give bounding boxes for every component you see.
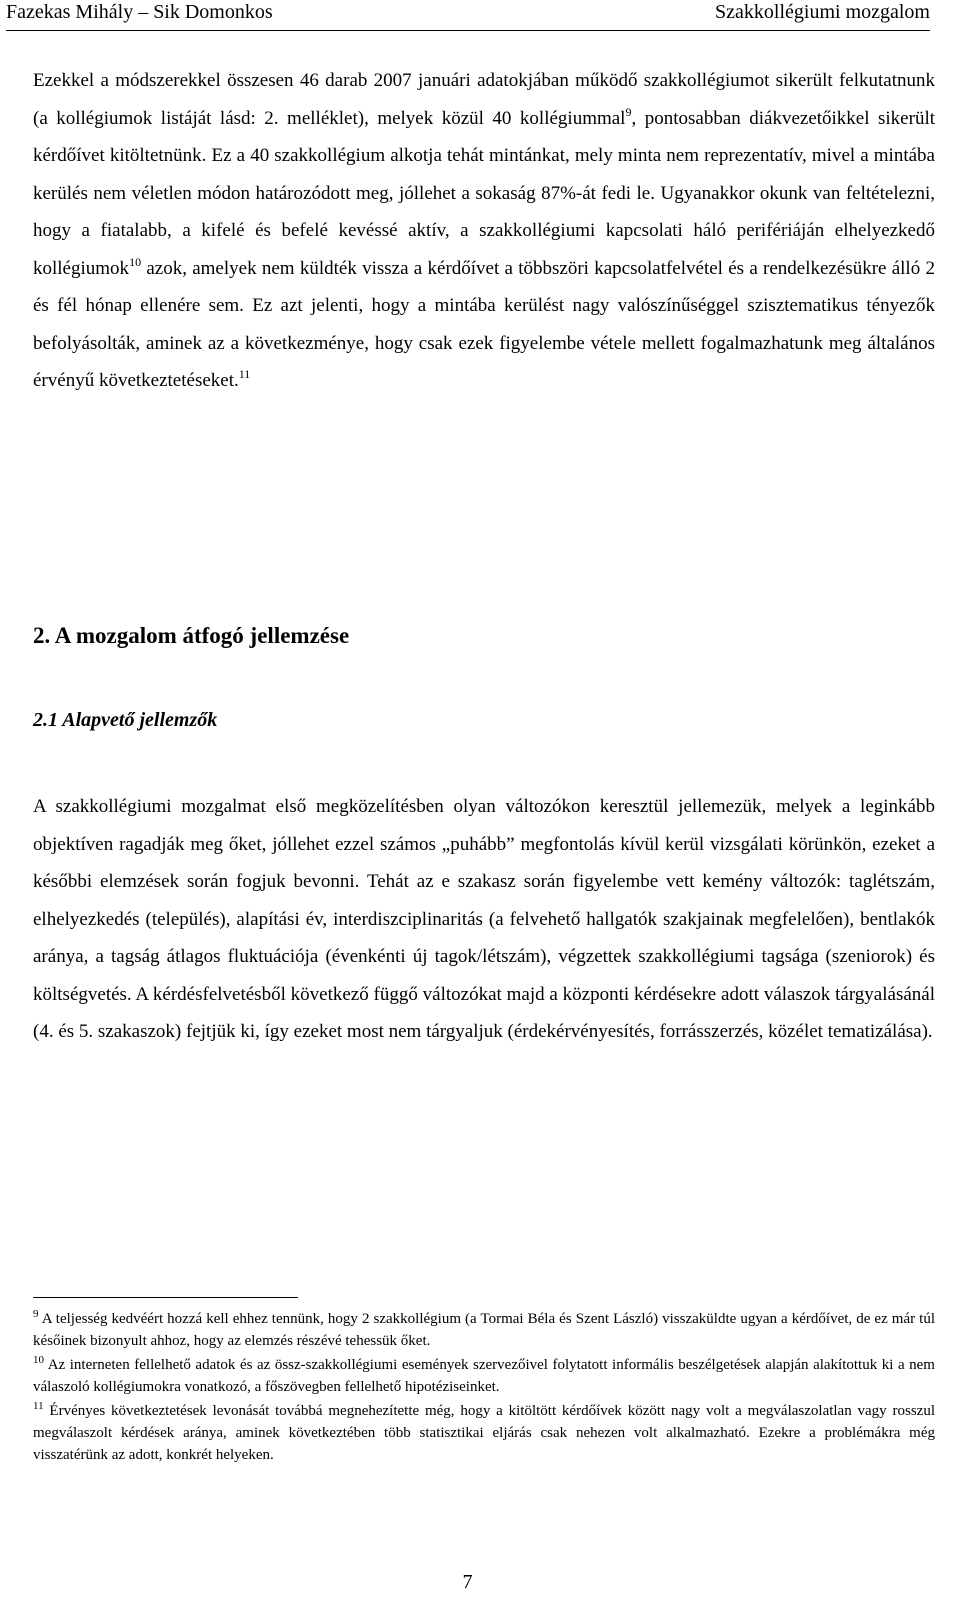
footnote-reference[interactable]: 9: [625, 104, 632, 119]
footnote-10: [33, 1354, 935, 1398]
footnote-9: [33, 1308, 935, 1352]
page-number: 7: [462, 1571, 473, 1593]
header-authors: Fazekas Mihály – Sik Domonkos: [6, 1, 273, 23]
subsection-heading: 2.1 Alapvető jellemzők: [33, 709, 218, 731]
section-heading: 2. A mozgalom átfogó jellemzése: [33, 623, 350, 648]
footnote-text: Az interneten fellelhető adatok és az össz-szakkollégiumi események szervezőivel folytatott informális beszélgetések alapján alakítottuk ki a nem válaszoló kollégiumokra vonatkozó, a főszövegben fellelhető hipotéziseinket.: [33, 1357, 935, 1395]
footnote-text: Érvényes következtetések levonását továbbá megnehezítette még, hogy a kitöltött kérdőívek között nagy volt a megválaszolatlan vagy rosszul megválaszolt kérdések aránya, aminek következtében több statisztikai eljárás csak nehezen volt alkalmazható. Ezekre a problémákra még visszatérünk az adott, konkrét helyeken.: [33, 1403, 935, 1463]
paragraph-text: , pontosabban diákvezetőikkel sikerült kérdőívet kitöltetnünk. Ez a 40 szakkollégium alkotja tehát mintánkat, mely minta nem reprezentatív, mivel a mintába kerülés nem véletlen módon határozódott meg, jóllehet a sokaság 87%-át fedi le. Ugyanakkor okunk van feltételezni, hogy a fiatalabb, a kifelé és befelé kevéssé aktív, a szakkollégiumi kapcsolati háló perifériáján elhelyezkedő kollégiumok: [33, 107, 936, 279]
running-header: [6, 0, 930, 31]
footnote-number: 9: [33, 1308, 39, 1320]
footnote-number: 11: [33, 1400, 44, 1412]
footnote-number: 10: [33, 1354, 44, 1366]
footnotes: [33, 1308, 935, 1468]
body-paragraph-1: [33, 62, 935, 400]
paragraph-text: azok, amelyek nem küldték vissza a kérdőívet a többszöri kapcsolatfelvétel és a rendelkezésükre álló 2 és fél hónap ellenére sem. Ez azt jelenti, hogy a mintába kerülést nagy valószínűséggel szisztematikus tényezők befolyásolták, aminek az a következménye, hogy csak ezek figyelembe vétele mellett fogalmazhatunk meg általános érvényű következtetéseket.: [33, 257, 935, 391]
paragraph-text: Ezekkel a módszerekkel összesen 46 darab 2007 januári adatokjában működő szakkollégiumot sikerült felkutatnunk (a kollégiumok listáját lásd: 2. melléklet), melyek közül 40 kollégiummal: [33, 70, 935, 129]
footnote-reference[interactable]: 11: [238, 367, 251, 381]
body-paragraph-2: A szakkollégiumi mozgalmat első megközelítésben olyan változókon keresztül jellemezük, melyek a leginkább objektíven ragadják meg őket, jóllehet ezzel számos „puhább” megfontolás kívül kerül vizsgálati körünkön, ezeket a későbbi elemzések során fogjuk bevonni. Tehát az e szakasz során figyelembe vett kemény változók: taglétszám, elhelyezkedés (település), alapítási év, interdiszciplinaritás (a felvehető hallgatók szakjainak megfelelően), bentlakók aránya, a tagság átlagos fluktuációja (évenkénti új tagok/létszám), végzettek szakkollégiumi tagsága (szeniorok) és költségvetés. A kérdésfelvetésből következő függő változókat majd a központi kérdésekre adott válaszok tárgyalásánál (4. és 5. szakaszok) fejtjük ki, így ezeket most nem tárgyaljuk (érdekérvényesítés, forrásszerzés, közélet tematizálása).: [33, 796, 935, 1042]
header-title: Szakkollégiumi mozgalom: [715, 1, 930, 23]
footnote-separator: [33, 1297, 298, 1298]
footnote-11: [33, 1400, 935, 1466]
footnote-reference[interactable]: 10: [129, 254, 142, 269]
footnote-text: A teljesség kedvéért hozzá kell ehhez tennünk, hogy 2 szakkollégium (a Tormai Béla és Szent László) visszaküldte ugyan a kérdőívet, de ez már túl későinek bizonyult ahhoz, hogy az elemzés részévé tehessük őket.: [33, 1311, 935, 1349]
